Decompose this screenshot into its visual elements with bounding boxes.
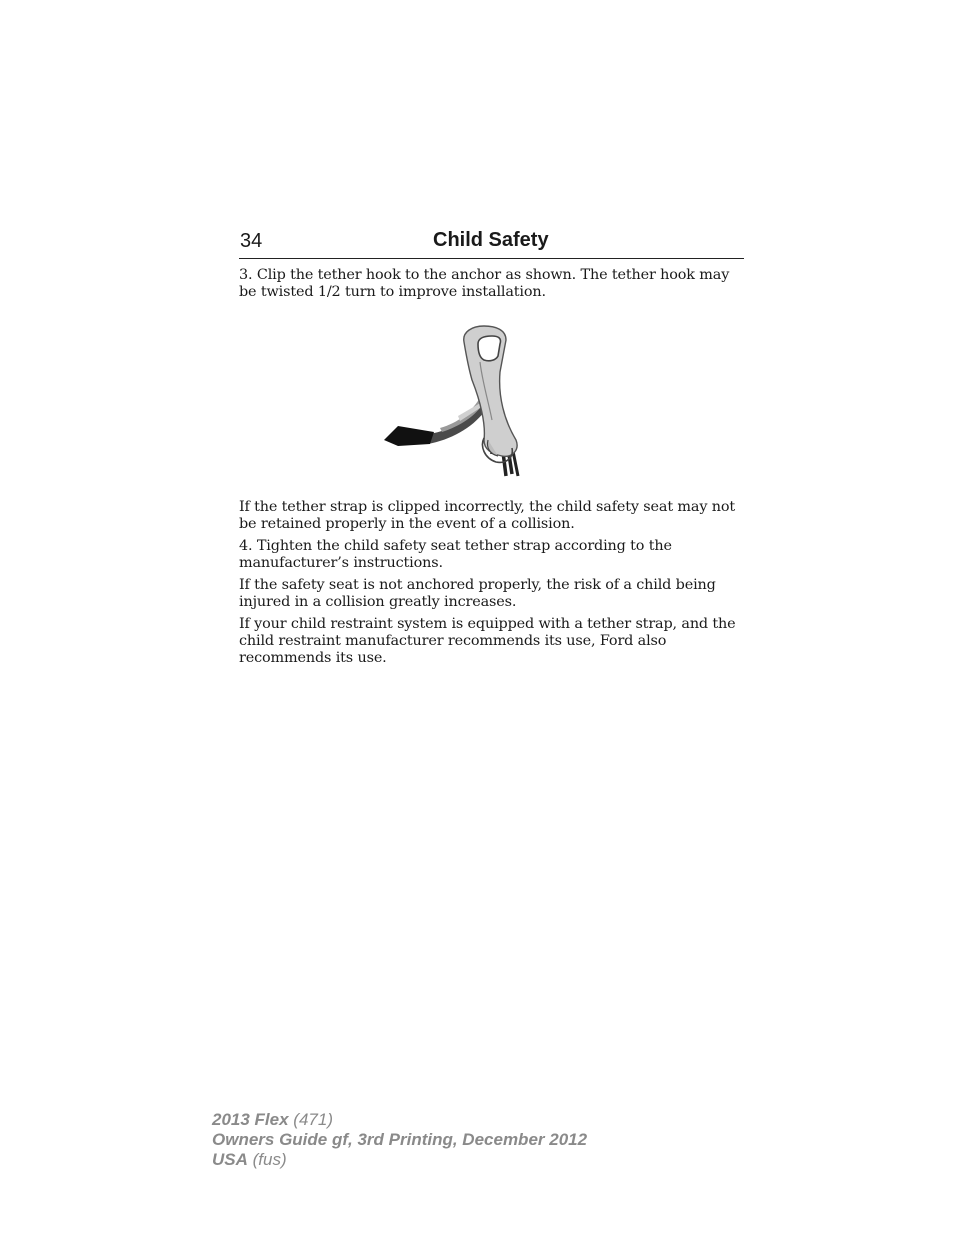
- footer-model-code: (471): [293, 1110, 333, 1129]
- footer-line-3: [212, 1150, 587, 1170]
- tether-hook-icon: [380, 322, 540, 480]
- footer-market-code: (fus): [252, 1150, 287, 1169]
- instructions-block: [239, 499, 744, 667]
- step-3-block: [239, 267, 744, 301]
- footer-market: USA: [212, 1150, 248, 1169]
- ford-recommendation: If your child restraint system is equipped with a tether strap, and the child restraint manufacturer recommends its use, Ford also recommends its use.: [239, 616, 736, 666]
- footer-model: 2013 Flex: [212, 1110, 289, 1129]
- page-header: [239, 228, 744, 259]
- footer-line-2: [212, 1130, 587, 1150]
- footer-line-1: [212, 1110, 587, 1130]
- warning-incorrect-clip: If the tether strap is clipped incorrectly, the child safety seat may not be retained properly in the event of a collision.: [239, 499, 735, 532]
- warning-not-anchored: If the safety seat is not anchored properly, the risk of a child being injured in a collision greatly increases.: [239, 577, 716, 610]
- step-4-text: 4. Tighten the child safety seat tether strap according to the manufacturer’s instructions.: [239, 538, 672, 571]
- step-3-text: 3. Clip the tether hook to the anchor as shown. The tether hook may be twisted 1/2 turn to improve installation.: [239, 267, 730, 300]
- tether-hook-illustration: [380, 322, 540, 480]
- page-number: 34: [240, 230, 263, 252]
- section-title: Child Safety: [433, 229, 549, 251]
- page-footer: [212, 1110, 587, 1170]
- footer-guide-info: Owners Guide gf, 3rd Printing, December 2012: [212, 1130, 588, 1149]
